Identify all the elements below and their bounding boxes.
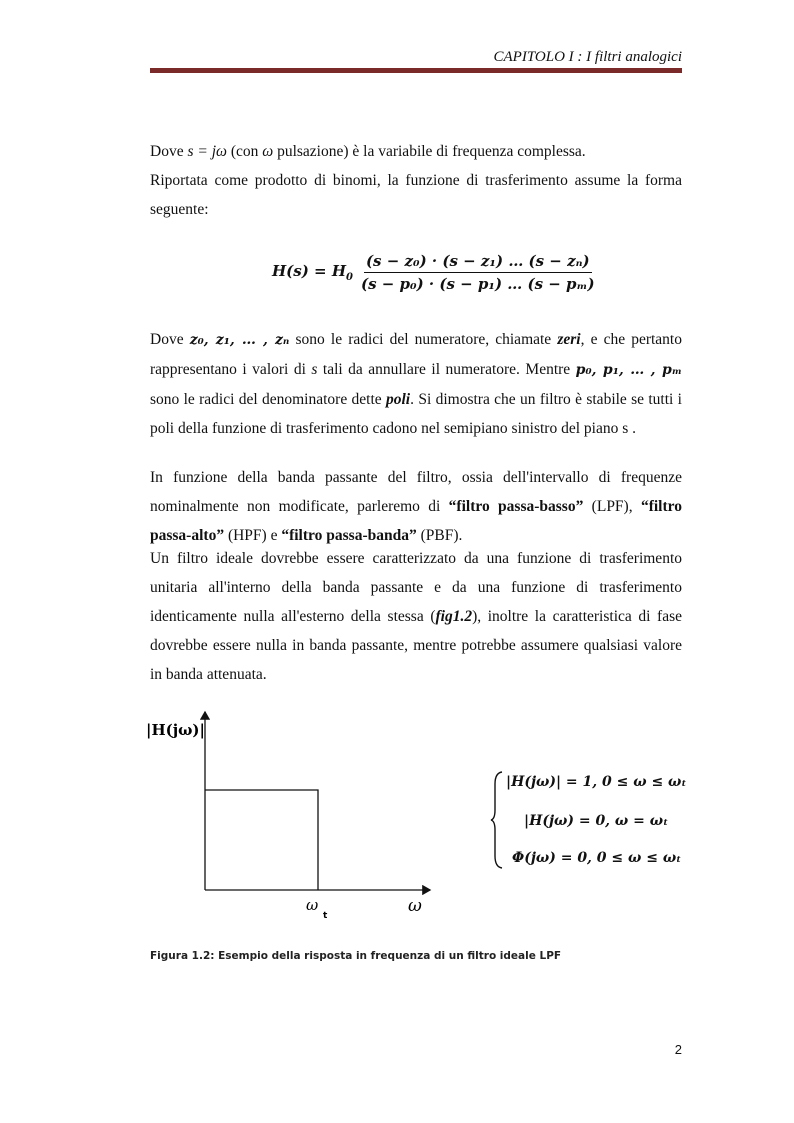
intro-text-b: (con	[226, 143, 263, 160]
page-number: 2	[674, 1042, 682, 1057]
x-axis-label: ω	[408, 896, 422, 916]
intro-text-c: pulsazione) è la variabile di frequenza complessa.	[273, 143, 586, 160]
brace-icon	[490, 770, 504, 870]
formula-denominator: (s − p₀) · (s − p₁) … (s − pₘ)	[360, 275, 595, 293]
term-hpf: “filtro passa-alto”	[150, 498, 682, 544]
intro-var-s: s = jω	[187, 143, 227, 160]
paragraph-filter-types: In funzione della banda passante del filtro, ossia dell'intervallo di frequenze nominalmente non modificate, parleremo di “filtro passa-basso” (LPF), “filtro passa-alto” (HPF) e “filtro passa-banda” (PBF).	[150, 469, 682, 544]
term-zeri: zeri	[557, 331, 581, 348]
header-rule	[150, 68, 682, 73]
condition-phase: Φ(jω) = 0, 0 ≤ ω ≤ ωₜ	[512, 850, 682, 866]
intro-text-a: Dove	[150, 143, 188, 160]
poles-list: p₀, p₁, … , pₘ	[575, 362, 683, 378]
ideal-lpf-plot	[140, 700, 450, 930]
transfer-function-formula	[272, 252, 597, 293]
paragraph-ideal-filter: Un filtro ideale dovrebbe essere caratterizzato da una funzione di trasferimento unitaria all'interno della banda passante e da una funzione di trasferimento identicamente nulla all'esterno della stessa (fig1.2), inoltre la caratteristica di fase dovrebbe essere nulla in banda passante, mentre potrebbe assumere qualsiasi valore in banda attenuata.	[150, 550, 682, 683]
formula-fraction	[359, 252, 597, 293]
intro-line-2: Riportata come prodotto di binomi, la funzione di trasferimento assume la forma seguente:	[150, 172, 682, 218]
zeros-list: z₀, z₁, … , zₙ	[189, 332, 290, 348]
ideal-filter-conditions	[490, 770, 690, 870]
cutoff-label: ω	[306, 896, 319, 914]
header-title: CAPITOLO I : I filtri analogici	[493, 49, 682, 65]
formula-lhs: $H(s) = H_0$	[272, 262, 353, 283]
intro-line-1	[150, 137, 682, 166]
term-pbf: “filtro passa-banda”	[281, 527, 417, 544]
term-poli: poli	[386, 391, 411, 408]
term-lpf: “filtro passa-basso”	[448, 498, 584, 515]
var-s: s	[311, 361, 318, 378]
condition-magnitude-stop: |H(jω) = 0, ω = ωₜ	[524, 813, 669, 829]
condition-magnitude-pass: |H(jω)| = 1, 0 ≤ ω ≤ ωₜ	[506, 774, 687, 790]
y-axis-label: |H(jω)|	[146, 721, 205, 739]
ideal-response-curve	[205, 790, 318, 890]
cutoff-subscript: t	[323, 911, 328, 921]
fig-reference: fig1.2	[435, 608, 473, 625]
figure-caption: Figura 1.2: Esempio della risposta in frequenza di un filtro ideale LPF	[150, 950, 562, 962]
paragraph-zeros-poles: Dove z₀, z₁, … , zₙ sono le radici del numeratore, chiamate zeri, e che pertanto rappresentano i valori di s tali da annullare il numeratore. Mentre p₀, p₁, … , pₘ sono le radici del denominatore dette poli. Si dimostra che un filtro è stabile se tutti i poli della funzione di trasferimento cadono nel semipiano sinistro del piano s .	[150, 331, 683, 437]
intro-var-omega: ω	[262, 143, 274, 160]
formula-numerator: (s − z₀) · (s − z₁) … (s − zₙ)	[364, 252, 592, 273]
